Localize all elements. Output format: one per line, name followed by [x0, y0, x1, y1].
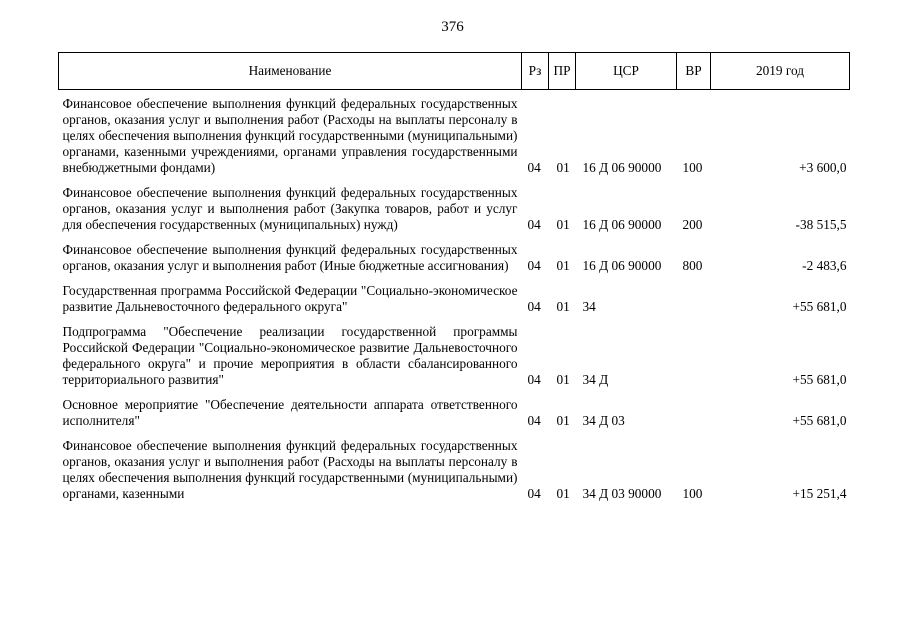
table-row [59, 274, 850, 315]
row-csr: 34 [582, 299, 596, 314]
header-rz: Рз [522, 53, 549, 90]
row-csr: 16 Д 06 90000 [582, 258, 662, 273]
row-vr: 100 [682, 486, 703, 501]
row-vr: 100 [682, 160, 703, 175]
row-rz: 04 [527, 160, 541, 175]
table-header-row [59, 53, 850, 90]
page-number: 376 [441, 19, 464, 35]
row-amount: -2 483,6 [802, 258, 847, 273]
table-row [59, 429, 850, 502]
row-rz: 04 [527, 486, 541, 501]
row-name: Основное мероприятие "Обеспечение деятельности аппарата ответственного исполнителя" [62, 397, 518, 428]
table-row [59, 315, 850, 388]
row-amount: +55 681,0 [792, 299, 847, 314]
row-rz: 04 [527, 258, 541, 273]
row-vr [677, 388, 711, 429]
row-name: Финансовое обеспечение выполнения функций федеральных государственных органов, оказания услуг и выполнения работ (Закупка товаров, работ и услуг для обеспечения государственных (муниципальных) нужд) [62, 185, 518, 232]
row-vr [677, 315, 711, 388]
row-pr: 01 [556, 486, 570, 501]
header-csr: ЦСР [576, 53, 677, 90]
table-row [59, 90, 850, 177]
table-row [59, 176, 850, 233]
row-amount: +15 251,4 [792, 486, 847, 501]
row-vr [677, 274, 711, 315]
header-year: 2019 год [711, 53, 850, 90]
header-pr: ПР [549, 53, 576, 90]
row-name: Финансовое обеспечение выполнения функций федеральных государственных органов, оказания услуг и выполнения работ (Иные бюджетные ассигнования) [62, 242, 518, 273]
row-rz: 04 [527, 372, 541, 387]
header-vr: ВР [677, 53, 711, 90]
row-name: Государственная программа Российской Федерации "Социально-экономическое развитие Дальневосточного федерального округа" [62, 283, 518, 314]
header-name: Наименование [59, 53, 522, 90]
budget-table [58, 52, 850, 502]
row-csr: 34 Д [582, 372, 609, 387]
row-pr: 01 [556, 217, 570, 232]
row-name: Подпрограмма "Обеспечение реализации государственной программы Российской Федерации "Социально-экономическое развитие Дальневосточного федерального округа" и прочие мероприятия в области сбалансированного территориального развития" [62, 324, 518, 387]
row-amount: +3 600,0 [799, 160, 847, 175]
row-amount: -38 515,5 [795, 217, 847, 232]
row-rz: 04 [527, 217, 541, 232]
row-pr: 01 [556, 299, 570, 314]
row-pr: 01 [556, 258, 570, 273]
row-pr: 01 [556, 160, 570, 175]
row-amount: +55 681,0 [792, 413, 847, 428]
row-amount: +55 681,0 [792, 372, 847, 387]
row-rz: 04 [527, 413, 541, 428]
row-vr: 800 [682, 258, 703, 273]
row-vr: 200 [682, 217, 703, 232]
table-row [59, 388, 850, 429]
table-row [59, 233, 850, 274]
row-csr: 34 Д 03 90000 [582, 486, 662, 501]
row-rz: 04 [527, 299, 541, 314]
row-name: Финансовое обеспечение выполнения функций федеральных государственных органов, оказания услуг и выполнения работ (Расходы на выплаты персоналу в целях обеспечения выполнения функций государственными (муниципальными) органами, казенными [62, 438, 518, 501]
row-csr: 16 Д 06 90000 [582, 160, 662, 175]
row-csr: 34 Д 03 [582, 413, 625, 428]
row-pr: 01 [556, 372, 570, 387]
row-name: Финансовое обеспечение выполнения функций федеральных государственных органов, оказания услуг и выполнения работ (Расходы на выплаты персоналу в целях обеспечения выполнения функций государственными (муниципальными) органами, казенными учреждениями, органами управления государственными внебюджетными фондами) [62, 96, 518, 175]
row-pr: 01 [556, 413, 570, 428]
row-csr: 16 Д 06 90000 [582, 217, 662, 232]
